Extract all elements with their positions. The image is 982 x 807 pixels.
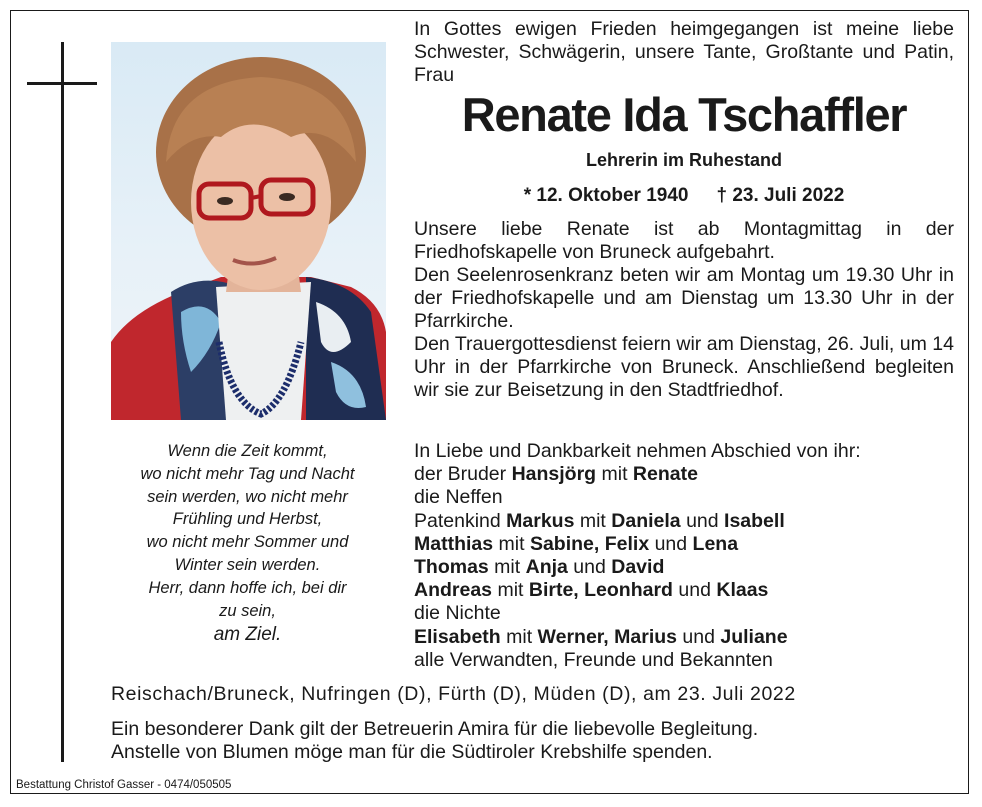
mourner-name: Andreas (414, 579, 493, 602)
mourners-line (414, 463, 954, 486)
poem-line: Frühling und Herbst, (172, 510, 323, 529)
mourners-line: die Nichte (414, 602, 501, 625)
service-paragraph: Den Trauergottesdienst feiern wir am Dienstag, 26. Juli, um 14 Uhr in der Pfarrkirche von Bruneck. Anschließend begleiten wir sie zur Beisetzung in den Stadtfriedhof. (414, 333, 954, 401)
poem-line: Wenn die Zeit kommt, (167, 442, 328, 460)
mourners-intro: In Liebe und Dankbarkeit nehmen Abschied von ihr: (414, 440, 861, 462)
mourner-name: Renate (632, 463, 698, 486)
mourner-text: mit (493, 532, 530, 555)
mourner-name: Sabine, Felix (529, 532, 650, 555)
place-and-date: Reischach/Bruneck, Nufringen (D), Fürth (D), Müden (D), am 23. Juli 2022 (111, 683, 796, 705)
mourners-line (414, 579, 954, 602)
mourner-text: der Bruder (414, 463, 512, 486)
service-info (414, 218, 954, 402)
profession: Lehrerin im Ruhestand (585, 150, 783, 170)
mourner-name: Matthias (414, 532, 494, 555)
mourner-name: Werner, Marius (537, 625, 677, 648)
birth-date: * 12. Oktober 1940 (523, 185, 689, 206)
poem-line: wo nicht mehr Sommer und (146, 533, 349, 552)
mourner-name: David (611, 556, 665, 579)
death-date: † 23. Juli 2022 (716, 185, 845, 206)
mourner-name: Lena (692, 532, 739, 555)
mourner-text: und (567, 556, 612, 579)
mourner-text: und (680, 509, 725, 532)
mourners-line: die Neffen (414, 486, 503, 509)
deceased-name: Renate Ida Tschaffler (461, 88, 907, 141)
mourner-text: und (677, 625, 721, 648)
life-dates (414, 183, 954, 209)
poem-line: sein werden, wo nicht mehr (147, 487, 348, 506)
cross-icon-bar (27, 82, 97, 85)
funeral-home-footer: Bestattung Christof Gasser - 0474/050505 (16, 779, 232, 791)
thanks-line: Ein besonderer Dank gilt der Betreuerin Amira für die liebevolle Begleitung. (111, 718, 759, 740)
mourner-name: Thomas (414, 556, 489, 579)
mourners-line (414, 510, 954, 533)
service-paragraph: Unsere liebe Renate ist ab Montagmittag in der Friedhofskapelle von Bruneck aufgebahrt. (414, 218, 954, 263)
mourner-name: Klaas (716, 579, 769, 602)
mourner-text: und (649, 532, 693, 555)
portrait-photo (111, 42, 386, 420)
mourner-text: mit (500, 625, 538, 648)
mourners-line (414, 533, 954, 556)
mourner-name: Daniela (611, 509, 681, 532)
poem-line: am Ziel. (213, 624, 282, 646)
mourner-text: Patenkind (414, 509, 507, 532)
poem-line: wo nicht mehr Tag und Nacht (140, 464, 355, 483)
mourner-text: mit (596, 463, 633, 486)
mourners-line (414, 556, 954, 579)
cross-icon (61, 42, 64, 762)
mourner-text: und (672, 579, 717, 602)
mourners-line (414, 626, 954, 649)
mourner-text: mit (488, 556, 526, 579)
mourner-name: Isabell (724, 509, 785, 532)
mourner-name: Birte, Leonhard (528, 579, 673, 602)
mourner-name: Juliane (720, 625, 788, 648)
service-paragraph: Den Seelenrosenkranz beten wir am Montag um 19.30 Uhr in der Friedhofskapelle und am Dienstag um 13.30 Uhr in der Pfarrkirche. (414, 264, 954, 332)
poem-line: Winter sein werden. (174, 555, 321, 574)
mourner-name: Anja (525, 556, 568, 579)
mourner-text: mit (574, 509, 612, 532)
mourner-name: Hansjörg (511, 463, 597, 486)
poem-line: zu sein, (219, 601, 276, 620)
mourners-line: alle Verwandten, Freunde und Bekannten (414, 648, 773, 671)
mourner-text: mit (492, 579, 529, 602)
mourners-list (414, 440, 954, 672)
thanks-line: Anstelle von Blumen möge man für die Südtiroler Krebshilfe spenden. (111, 741, 713, 763)
mourner-name: Elisabeth (414, 625, 501, 648)
poem-line: Herr, dann hoffe ich, bei dir (148, 578, 347, 597)
intro-text: In Gottes ewigen Frieden heimgegangen ist meine liebe Schwester, Schwägerin, unsere Tante, Großtante und Patin, Frau (414, 18, 954, 86)
poem (110, 440, 385, 648)
mourner-name: Markus (506, 509, 575, 532)
thanks-text (111, 718, 951, 764)
portrait-illustration (111, 42, 386, 420)
